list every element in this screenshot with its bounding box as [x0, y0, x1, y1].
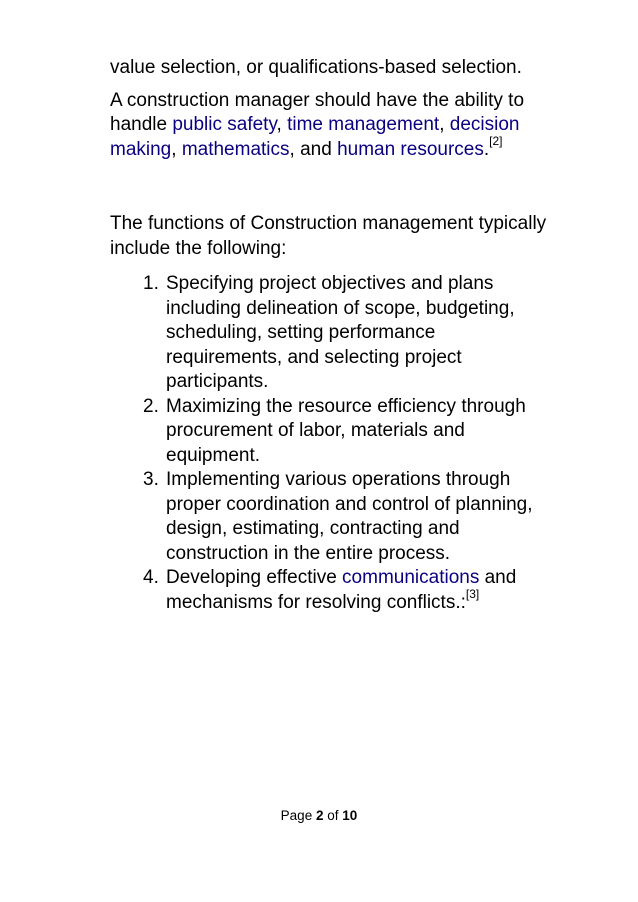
paragraph-selection: value selection, or qualifications-based selection. — [110, 57, 522, 78]
list-item-text: and mechanisms for resolving conflicts.: — [166, 567, 517, 613]
paragraph-manager-abilities — [110, 89, 550, 163]
list-item-text: Specifying project objectives and plans including delineation of scope, budgeting, scheduling, setting performance requirements, and selecting project participants. — [166, 273, 515, 392]
document-body — [110, 56, 550, 615]
list-number: 1. — [143, 273, 159, 294]
list-item — [110, 566, 550, 615]
page-number: 2 — [315, 808, 324, 823]
text-segment: , — [276, 114, 288, 135]
list-number: 2. — [143, 395, 159, 417]
of-label: of — [327, 808, 339, 823]
text-segment: . — [483, 138, 490, 160]
link-human-resources[interactable]: human resources — [337, 138, 484, 160]
paragraph-functions-intro: The functions of Construction management typically include the following: — [110, 213, 547, 259]
citation-3[interactable]: [3] — [465, 587, 480, 602]
list-number: 3. — [143, 469, 159, 490]
link-time-management[interactable]: time management — [287, 114, 440, 135]
list-item-text: Maximizing the resource efficiency through procurement of labor, materials and equipment. — [166, 395, 526, 466]
link-decision-making[interactable]: decision making — [110, 114, 520, 160]
link-public-safety[interactable]: public safety — [172, 114, 277, 135]
total-pages: 10 — [342, 808, 358, 823]
page-footer — [0, 808, 638, 823]
text-segment: , — [171, 138, 182, 160]
list-item-text: Implementing various operations through proper coordination and control of planning, design, estimating, contracting and construction in the entire process. — [166, 469, 533, 564]
list-item — [110, 468, 550, 566]
list-number: 4. — [143, 567, 159, 588]
text-segment: , and — [289, 138, 338, 160]
text-segment: A construction manager should have the ability to handle — [110, 89, 525, 135]
list-item — [110, 272, 550, 395]
page-label: Page — [280, 808, 313, 823]
list-item — [110, 395, 550, 469]
link-communications[interactable]: communications — [342, 567, 480, 588]
list-item-text: Developing effective — [166, 567, 343, 588]
citation-2[interactable]: [2] — [489, 134, 503, 149]
text-segment: , — [439, 114, 450, 135]
link-mathematics[interactable]: mathematics — [181, 138, 290, 160]
functions-list — [110, 272, 550, 615]
